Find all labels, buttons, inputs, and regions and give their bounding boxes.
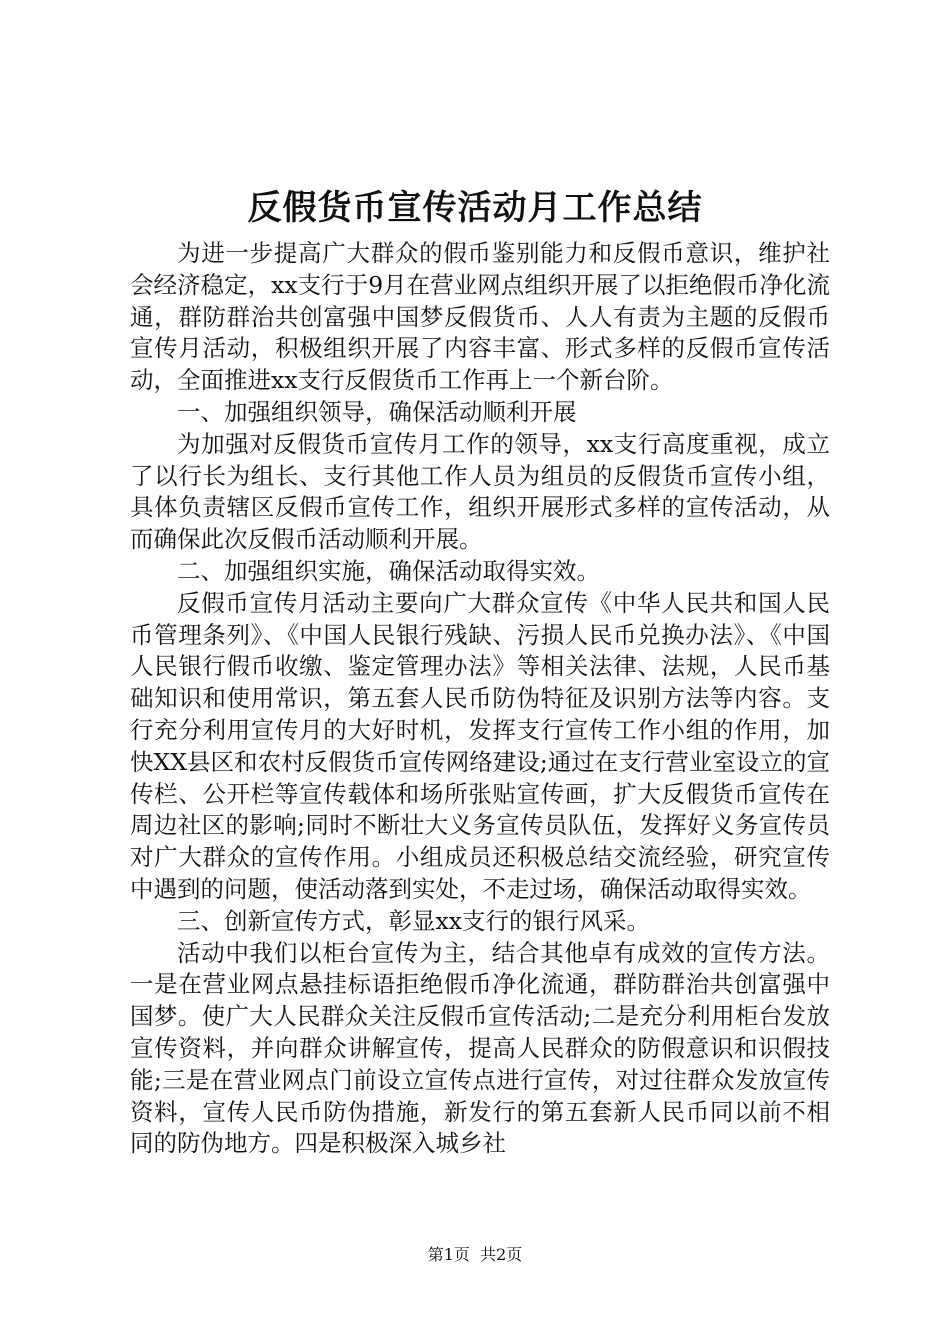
section-heading-3: 三、创新宣传方式，彰显xx支行的银行风采。 bbox=[177, 906, 651, 935]
section-heading-2: 二、加强组织实施，确保活动取得实效。 bbox=[177, 556, 600, 585]
page-footer: 第1页 共2页 bbox=[427, 1245, 523, 1264]
section-1-paragraph: 为加强对反假货币宣传月工作的领导，xx支行高度重视，成立了以行长为组长、支行其他工作人员为组员的反假货币宣传小组，具体负责辖区反假币宣传工作，组织开展形式多样的宣传活动，从而确保此次反假币活动顺利开展。 bbox=[130, 429, 830, 554]
section-heading-1: 一、加强组织领导，确保活动顺利开展 bbox=[177, 397, 577, 426]
section-3-paragraph: 活动中我们以柜台宣传为主，结合其他卓有成效的宣传方法。一是在营业网点悬挂标语拒绝假币净化流通，群防群治共创富强中国梦。使广大人民群众关注反假币宣传活动;二是充分利用柜台发放宣传资料，并向群众讲解宣传，提高人民群众的防假意识和识假技能;三是在营业网点门前设立宣传点进行宣传，对过往群众发放宣传资料，宣传人民币防伪措施，新发行的第五套新人民币同以前不相同的防伪地方。四是积极深入城乡社 bbox=[130, 938, 830, 1158]
document-body bbox=[130, 238, 830, 1160]
section-2-paragraph: 反假币宣传月活动主要向广大群众宣传《中华人民共和国人民币管理条列》、《中国人民银行残缺、污损人民币兑换办法》、《中国人民银行假币收缴、鉴定管理办法》等相关法律、法规，人民币基础知识和使用常识，第五套人民币防伪特征及识别方法等内容。支行充分利用宣传月的大好时机，发挥支行宣传工作小组的作用，加快XX县区和农村反假货币宣传网络建设;通过在支行营业室设立的宣传栏、公开栏等宣传载体和场所张贴宣传画，扩大反假货币宣传在周边社区的影响;同时不断壮大义务宣传员队伍，发挥好义务宣传员对广大群众的宣传作用。小组成员还积极总结交流经验，研究宣传中遇到的问题，使活动落到实处，不走过场，确保活动取得实效。 bbox=[130, 588, 830, 903]
intro-paragraph: 为进一步提高广大群众的假币鉴别能力和反假币意识，维护社会经济稳定，xx支行于9月在营业网点组织开展了以拒绝假币净化流通，群防群治共创富强中国梦反假货币、人人有责为主题的反假币宣传月活动，积极组织开展了内容丰富、形式多样的反假币宣传活动，全面推进xx支行反假货币工作再上一个新台阶。 bbox=[130, 239, 830, 395]
document-title: 反假货币宣传活动月工作总结 bbox=[247, 188, 703, 228]
